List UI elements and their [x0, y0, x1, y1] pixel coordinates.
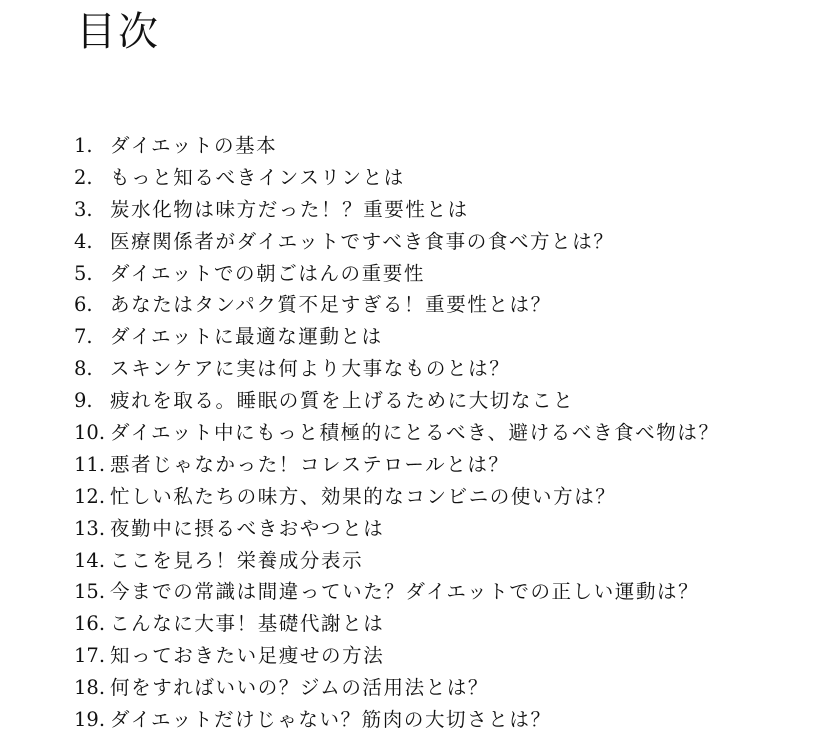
toc-item [74, 321, 720, 353]
toc-item-number: 13. [74, 516, 106, 540]
toc-item-number: 10. [74, 421, 106, 445]
toc-item [74, 672, 720, 704]
toc-item [74, 449, 720, 481]
toc-item [74, 258, 720, 290]
toc-item-number: 11. [74, 452, 106, 476]
toc-item-number: 17. [74, 644, 106, 668]
toc-item-text: あなたはタンパク質不足すぎる！重要性とは？ [110, 293, 552, 317]
toc-item [74, 640, 720, 672]
toc-item-text: こんなに大事！基礎代謝とは [110, 612, 385, 636]
toc-item-number: 6. [74, 293, 93, 317]
toc-item-number: 14. [74, 548, 106, 572]
toc-item-number: 12. [74, 484, 106, 508]
toc-item-text: 何をすればいいの？ジムの活用法とは？ [110, 676, 490, 700]
toc-item-text: 知っておきたい足痩せの方法 [110, 644, 385, 668]
toc-item-text: 医療関係者がダイエットですべき食事の食べ方とは？ [110, 229, 615, 253]
toc-item-number: 1. [74, 134, 93, 157]
toc-item-text: 今までの常識は間違っていた？ダイエットでの正しい運動は？ [110, 580, 700, 604]
toc-item-text: 忙しい私たちの味方、効果的なコンビニの使い方は？ [110, 484, 617, 508]
toc-item-text: 悪者じゃなかった！コレステロールとは？ [110, 452, 510, 476]
toc-item-text: もっと知るべきインスリンとは [110, 165, 405, 189]
toc-item-text: ダイエットでの朝ごはんの重要性 [110, 261, 425, 285]
toc-item-text: ここを見ろ！栄養成分表示 [110, 548, 364, 572]
toc-item [74, 608, 720, 640]
toc-item [74, 545, 720, 577]
toc-item-text: ダイエット中にもっと積極的にとるべき、避けるべき食べ物は？ [110, 421, 720, 445]
toc-item-number: 5. [74, 261, 93, 285]
toc-item-text: 夜勤中に摂るべきおやつとは [110, 516, 385, 540]
toc-item-text: ダイエットに最適な運動とは [110, 325, 383, 349]
toc-item [74, 353, 720, 385]
toc-item [74, 417, 720, 449]
toc-item [74, 162, 720, 194]
toc-item-number: 4. [74, 229, 93, 253]
toc-item [74, 576, 720, 608]
toc-item [74, 513, 720, 545]
toc-item-text: ダイエットだけじゃない？筋肉の大切さとは？ [110, 708, 552, 732]
toc-item-number: 2. [74, 165, 93, 189]
toc-item-number: 3. [74, 197, 93, 221]
toc-item [74, 130, 720, 162]
toc-item [74, 289, 720, 321]
toc-item [74, 226, 720, 258]
toc-item-number: 7. [74, 325, 93, 349]
toc-item [74, 481, 720, 513]
toc-item [74, 704, 720, 736]
toc-item [74, 385, 720, 417]
toc-item-text: スキンケアに実は何より大事なものとは？ [110, 357, 511, 381]
table-of-contents [74, 130, 720, 736]
toc-item-text: 疲れを取る。睡眠の質を上げるために大切なこと [110, 389, 575, 413]
toc-item-number: 15. [74, 580, 106, 604]
page-title: 目次 [76, 9, 160, 55]
toc-item-text: 炭水化物は味方だった！？重要性とは [110, 197, 469, 221]
toc-item-number: 19. [74, 708, 106, 732]
toc-item-number: 8. [74, 357, 93, 381]
toc-item-number: 16. [74, 612, 106, 636]
toc-item-text: ダイエットの基本 [110, 134, 278, 157]
toc-item-number: 9. [74, 389, 93, 413]
toc-item-number: 18. [74, 676, 106, 700]
toc-item [74, 194, 720, 226]
